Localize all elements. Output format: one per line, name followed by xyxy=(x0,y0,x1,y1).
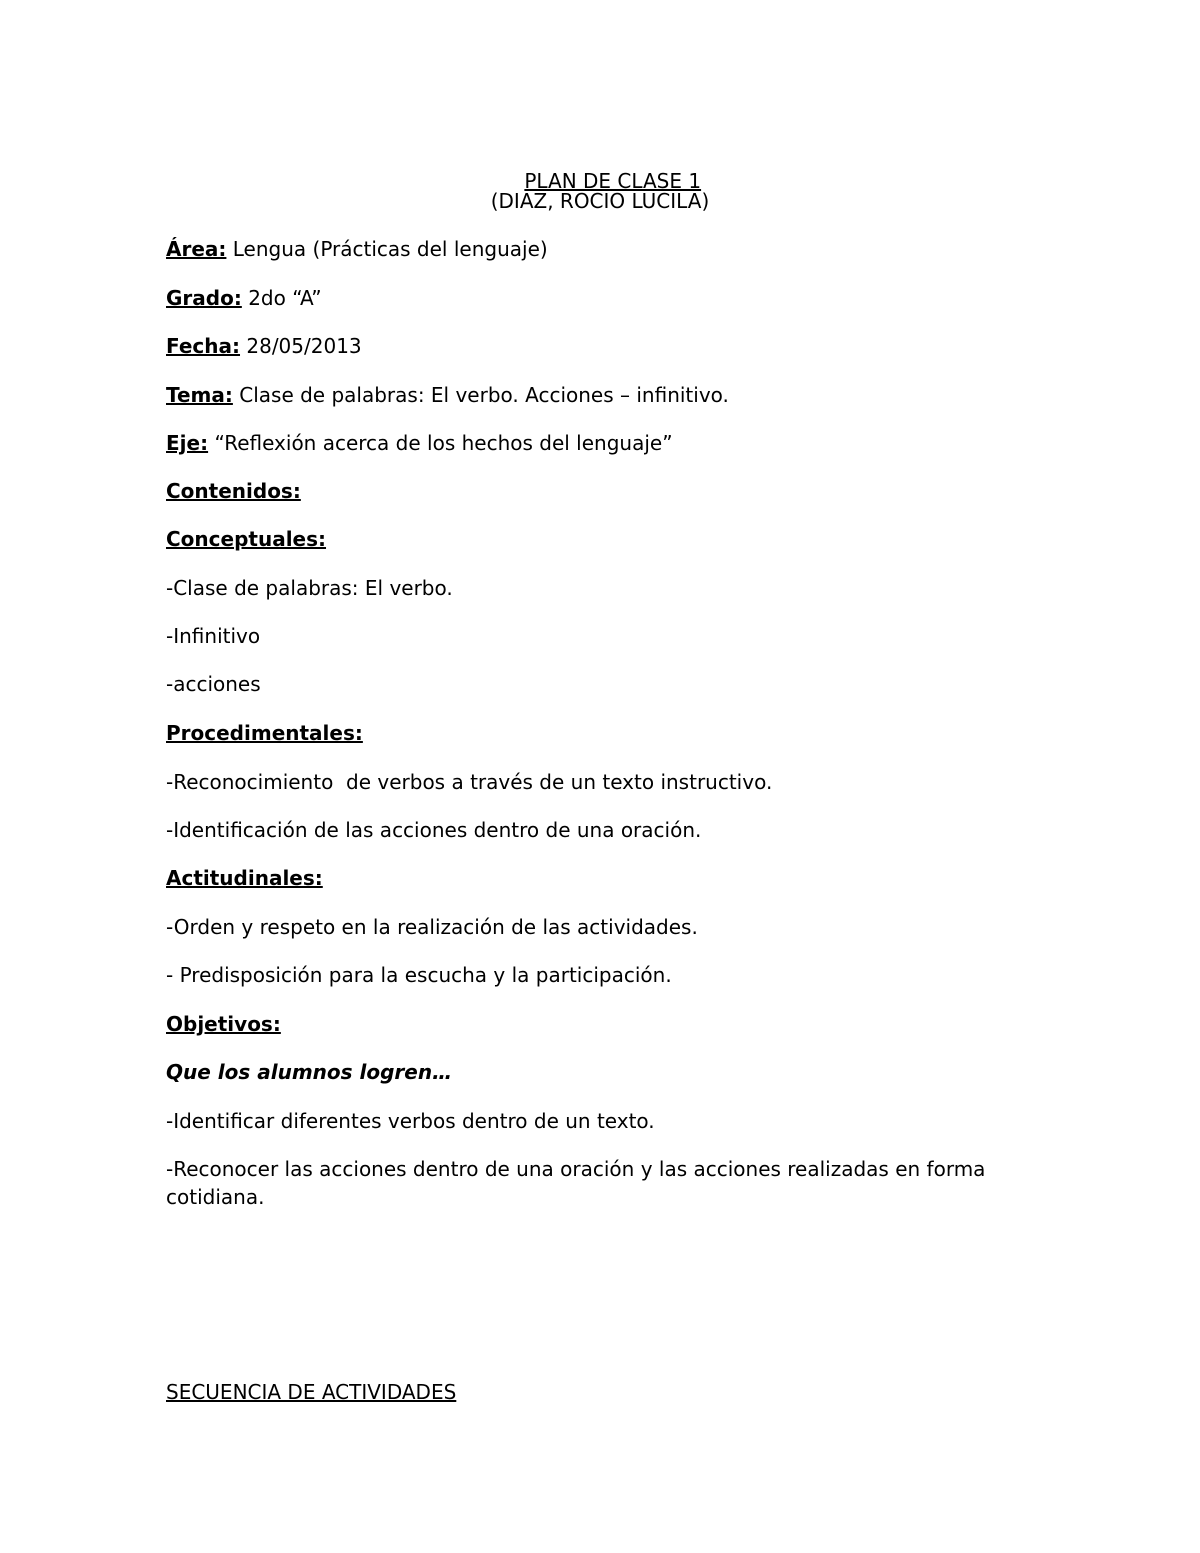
fecha-value: 28/05/2013 xyxy=(240,334,362,358)
objetivo-item: -Reconocer las acciones dentro de una oración y las acciones realizadas en forma cotidiana. xyxy=(166,1157,992,1209)
secuencia-heading: SECUENCIA DE ACTIVIDADES xyxy=(166,1380,457,1404)
grado-line xyxy=(166,284,1006,312)
actitudinal-item: - Predisposición para la escucha y la participación. xyxy=(166,963,672,987)
author-line: (DIAZ, ROCIO LUCILA) xyxy=(490,189,710,213)
area-line xyxy=(166,235,1006,263)
tema-value: Clase de palabras: El verbo. Acciones – infinitivo. xyxy=(232,383,729,407)
document-title: PLAN DE CLASE 1 xyxy=(524,169,702,193)
fecha-label: Fecha: xyxy=(166,334,241,358)
area-label: Área: xyxy=(166,237,227,261)
conceptual-item: -acciones xyxy=(166,672,261,696)
objetivos-heading: Objetivos: xyxy=(166,1012,281,1036)
area-value: Lengua (Prácticas del lenguaje) xyxy=(226,237,548,261)
grado-label: Grado: xyxy=(166,286,242,310)
objetivo-item: -Identificar diferentes verbos dentro de un texto. xyxy=(166,1109,655,1133)
fecha-line xyxy=(166,332,1006,360)
conceptual-item: -Infinitivo xyxy=(166,624,261,648)
actitudinal-item: -Orden y respeto en la realización de las actividades. xyxy=(166,915,698,939)
conceptuales-heading: Conceptuales: xyxy=(166,527,327,551)
tema-label: Tema: xyxy=(166,383,233,407)
grado-value: 2do “A” xyxy=(241,286,322,310)
contenidos-heading: Contenidos: xyxy=(166,479,301,503)
eje-line xyxy=(166,429,1006,457)
procedimentales-heading: Procedimentales: xyxy=(166,721,363,745)
objetivos-intro: Que los alumnos logren… xyxy=(166,1060,453,1084)
eje-value: “Reflexión acerca de los hechos del lenguaje” xyxy=(208,431,673,455)
procedimental-item: -Identificación de las acciones dentro de una oración. xyxy=(166,818,702,842)
conceptual-item: -Clase de palabras: El verbo. xyxy=(166,576,453,600)
actitudinales-heading: Actitudinales: xyxy=(166,866,323,890)
tema-line xyxy=(166,381,1006,409)
procedimental-item: -Reconocimiento de verbos a través de un texto instructivo. xyxy=(166,770,773,794)
eje-label: Eje: xyxy=(166,431,209,455)
